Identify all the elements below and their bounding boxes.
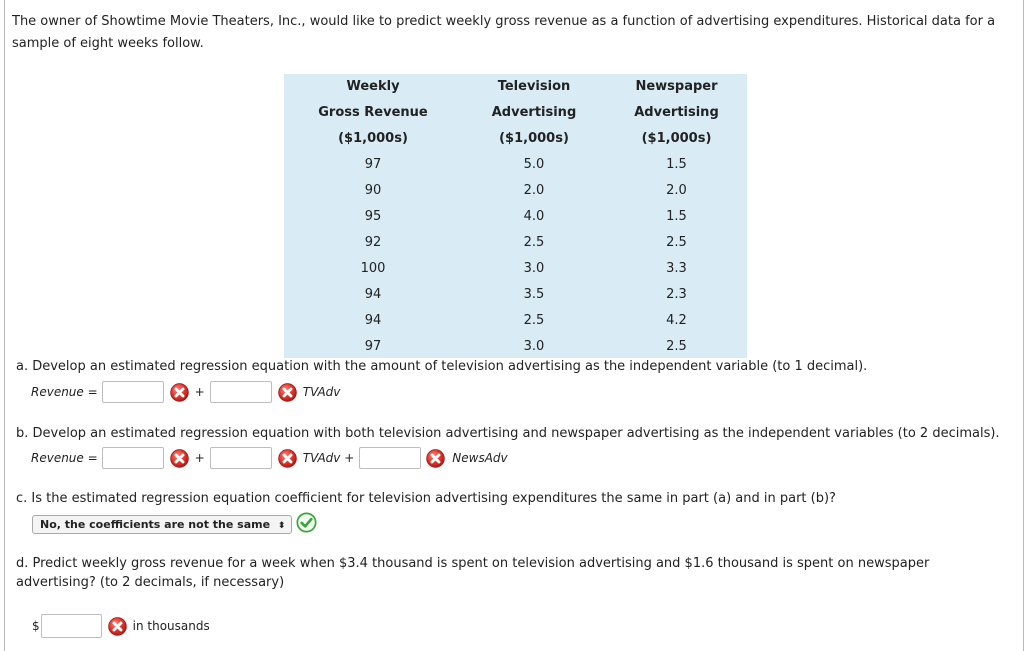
cell-tv: 3.0: [523, 261, 545, 276]
select-arrows-icon: ⬍: [277, 521, 286, 531]
cell-tv: 5.0: [523, 157, 545, 172]
answer-row-b: [31, 447, 508, 469]
coefficient-answer-select[interactable]: [32, 515, 292, 534]
cell-revenue: 94: [364, 287, 382, 302]
incorrect-icon: [170, 383, 189, 402]
table-row: [284, 178, 747, 204]
b-intercept-input[interactable]: [102, 447, 164, 469]
table-row: [284, 256, 747, 282]
incorrect-icon: [108, 617, 127, 636]
data-table: [284, 74, 747, 360]
header-newspaper: Newspaper: [635, 79, 718, 94]
prediction-input[interactable]: [41, 614, 102, 638]
revenue-label: Revenue =: [31, 451, 98, 465]
cell-newspaper: 1.5: [666, 157, 687, 172]
incorrect-icon: [278, 383, 297, 402]
plus-sign: +: [194, 451, 205, 465]
incorrect-icon: [426, 449, 445, 468]
cell-newspaper: 2.5: [666, 235, 687, 250]
tvadv-label: TVAdv: [302, 385, 341, 399]
cell-tv: 2.5: [523, 235, 545, 250]
cell-revenue: 92: [364, 235, 382, 250]
question-b: b. Develop an estimated regression equation with both television advertising and newspaper advertising as the independent variables (to 2 decimals).: [16, 426, 1000, 441]
revenue-label: Revenue =: [31, 385, 98, 399]
tvadv-label: TVAdv +: [302, 451, 355, 465]
question-c: c. Is the estimated regression equation coefficient for television advertising expenditures the same in part (a) and in part (b)?: [16, 491, 836, 506]
newsadv-label: NewsAdv: [452, 451, 508, 465]
header-revenue: Gross Revenue: [318, 105, 428, 120]
a-tv-coef-input[interactable]: [210, 381, 272, 403]
table-row: [284, 152, 747, 178]
cell-tv: 3.0: [523, 339, 545, 354]
cell-tv: 4.0: [523, 209, 545, 224]
cell-revenue: 94: [364, 313, 382, 328]
header-revenue: ($1,000s): [338, 131, 408, 146]
header-newspaper: ($1,000s): [641, 131, 712, 146]
cell-tv: 3.5: [523, 287, 545, 302]
cell-tv: 2.0: [523, 183, 545, 198]
incorrect-icon: [170, 449, 189, 468]
a-intercept-input[interactable]: [102, 381, 164, 403]
question-d: d. Predict weekly gross revenue for a week when $3.4 thousand is spent on television advertising and $1.6 thousand is spent on newspaper advertising? (to 2 decimals, if necessary): [16, 556, 930, 590]
header-tv: ($1,000s): [499, 131, 569, 146]
cell-newspaper: 2.3: [666, 287, 687, 302]
cell-tv: 2.5: [523, 313, 545, 328]
plus-sign: +: [194, 385, 205, 399]
header-tv: Television: [497, 79, 571, 94]
b-news-coef-input[interactable]: [359, 447, 421, 469]
problem-intro: The owner of Showtime Movie Theaters, Inc., would like to predict weekly gross revenue as a function of advertising expenditures. Historical data for a sample of eight weeks follow.: [12, 14, 996, 51]
correct-check-icon: [296, 512, 317, 533]
answer-row-c: [32, 515, 317, 534]
cell-newspaper: 1.5: [666, 209, 687, 224]
table-row: [284, 282, 747, 308]
cell-newspaper: 3.3: [666, 261, 687, 276]
header-newspaper: Advertising: [634, 105, 719, 120]
cell-revenue: 95: [364, 209, 382, 224]
table-header-row: [284, 74, 747, 100]
table-row: [284, 308, 747, 334]
cell-revenue: 97: [364, 339, 382, 354]
table-row: [284, 230, 747, 256]
cell-newspaper: 4.2: [666, 313, 687, 328]
unit-label: in thousands: [132, 619, 210, 633]
cell-revenue: 90: [364, 183, 382, 198]
b-tv-coef-input[interactable]: [210, 447, 272, 469]
cell-newspaper: 2.0: [666, 183, 687, 198]
cell-newspaper: 2.5: [666, 339, 687, 354]
table-header-row: [284, 126, 747, 152]
cell-revenue: 100: [360, 261, 386, 276]
answer-row-d: [32, 614, 210, 638]
cell-revenue: 97: [364, 157, 382, 172]
select-value: No, the coefficients are not the same: [40, 518, 271, 531]
table-header-row: [284, 100, 747, 126]
header-tv: Advertising: [491, 105, 577, 120]
table-row: [284, 204, 747, 230]
dollar-sign: $: [32, 619, 40, 633]
question-a: a. Develop an estimated regression equation with the amount of television advertising as the independent variable (to 1 decimal).: [16, 359, 868, 374]
incorrect-icon: [278, 449, 297, 468]
header-revenue: Weekly: [346, 79, 400, 94]
answer-row-a: [31, 381, 340, 403]
